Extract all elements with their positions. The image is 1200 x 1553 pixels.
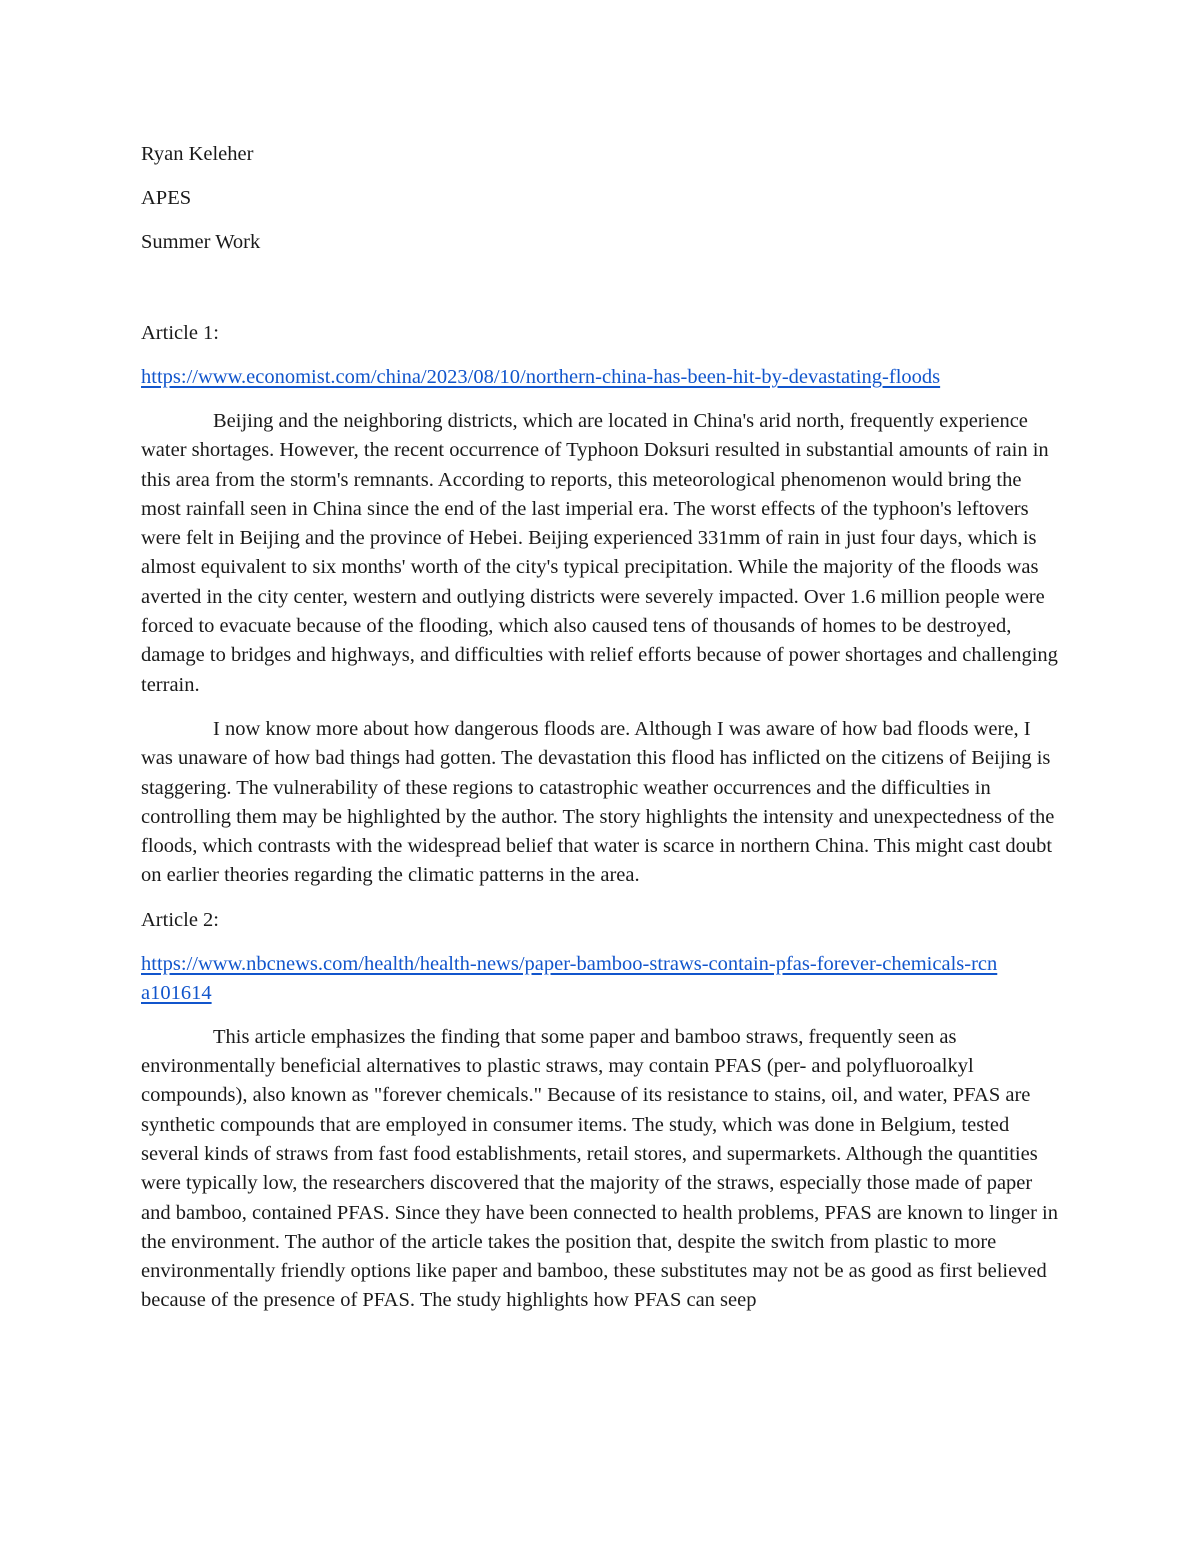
article-2-label: Article 2:: [141, 908, 219, 931]
document-page: [141, 140, 1061, 1316]
article-1-label: Article 1:: [141, 322, 219, 344]
article-1-reflection-paragraph: I now know more about how dangerous floods are. Although I was aware of how bad floods were, I was unaware of how bad things had gotten. The devastation this flood has inflicted on the citizens of Beijing is staggering. The vulnerability of these regions to catastrophic weather occurrences and the difficulties in controlling them may be highlighted by the author. The story highlights the intensity and unexpectedness of the floods, which contrasts with the widespread belief that water is scarce in northern China. This might cast doubt on earlier theories regarding the climatic patterns in the area.: [141, 717, 1055, 887]
course-name: APES: [141, 187, 192, 209]
article-1-link[interactable]: https://www.economist.com/china/2023/08/10/northern-china-has-been-hit-by-devastating-floods: [141, 366, 941, 388]
author-name: Ryan Keleher: [141, 143, 254, 165]
article-2-link[interactable]: https://www.nbcnews.com/health/health-news/paper-bamboo-straws-contain-pfas-forever-chemicals-rcna101614: [141, 952, 998, 1004]
article-2-summary-paragraph: This article emphasizes the finding that some paper and bamboo straws, frequently seen as environmentally beneficial alternatives to plastic straws, may contain PFAS (per- and polyfluoroalkyl compounds), also known as "forever chemicals." Because of its resistance to stains, oil, and water, PFAS are synthetic compounds that are employed in consumer items. The study, which was done in Belgium, tested several kinds of straws from fast food establishments, retail stores, and supermarkets. Although the quantities were typically low, the researchers discovered that the majority of the straws, especially those made of paper and bamboo, contained PFAS. Since they have been connected to health problems, PFAS are known to linger in the environment. The author of the article takes the position that, despite the switch from plastic to more environmentally friendly options like paper and bamboo, these substitutes may not be as good as first believed because of the presence of PFAS. The study highlights how PFAS can seep: [141, 1025, 1058, 1312]
article-1-summary-paragraph: Beijing and the neighboring districts, which are located in China's arid north, frequently experience water shortages. However, the recent occurrence of Typhoon Doksuri resulted in substantial amounts of rain in this area from the storm's remnants. According to reports, this meteorological phenomenon would bring the most rainfall seen in China since the end of the last imperial era. The worst effects of the typhoon's leftovers were felt in Beijing and the province of Hebei. Beijing experienced 331mm of rain in just four days, which is almost equivalent to six months' worth of the city's typical precipitation. While the majority of the floods was averted in the city center, western and outlying districts were severely impacted. Over 1.6 million people were forced to evacuate because of the flooding, which also caused tens of thousands of homes to be destroyed, damage to bridges and highways, and difficulties with relief efforts because of power shortages and challenging terrain.: [141, 410, 1058, 696]
assignment-title: Summer Work: [141, 231, 261, 253]
